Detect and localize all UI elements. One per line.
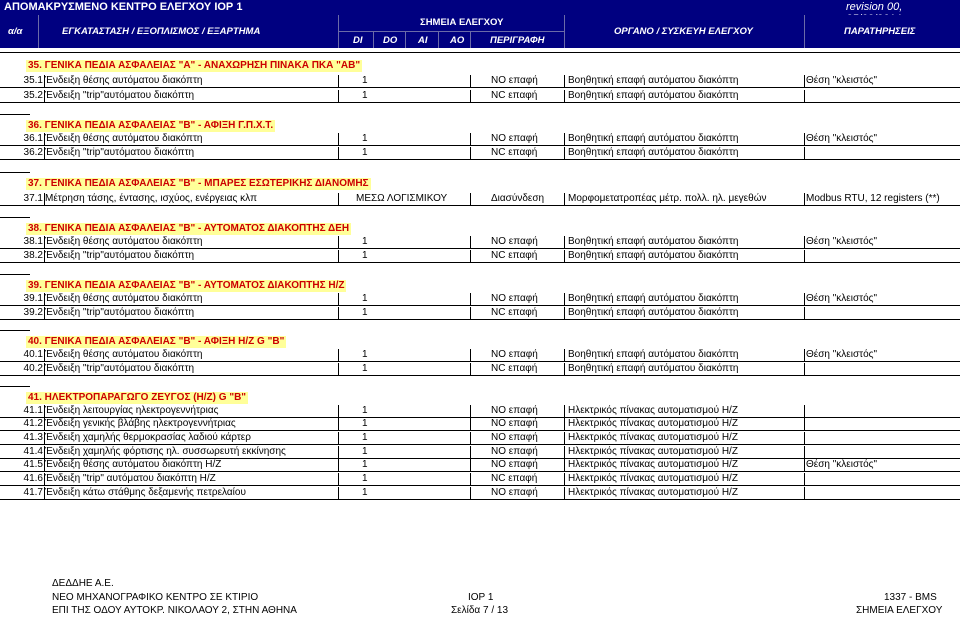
- table-row: [0, 307, 960, 320]
- table-row: [0, 293, 960, 306]
- item-remark: Θέση "κλειστός": [806, 349, 878, 360]
- item-description: Ένδειξη θέσης αυτόματου διακόπτη: [45, 75, 203, 86]
- item-description: Ένδειξη "trip"αυτόματου διακόπτη: [45, 90, 195, 101]
- item-signal-type: NC επαφή: [491, 147, 538, 158]
- header-ao: AO: [450, 35, 465, 46]
- table-row: [0, 405, 960, 418]
- item-device: Ηλεκτρικός πίνακας αυτοματισμού Η/Ζ: [568, 418, 738, 429]
- item-number: 38.1: [23, 236, 43, 247]
- item-signal-type: NC επαφή: [491, 363, 538, 374]
- section-title: 39. ΓΕΝΙΚΑ ΠΕΔΙΑ ΑΣΦΑΛΕΙΑΣ "Β" - ΑΥΤΟΜΑΤΟΣ ΔΙΑΚΟΠΤΗΣ Η/Ζ: [28, 280, 345, 291]
- item-device: Βοηθητική επαφή αυτόματου διακόπτη: [568, 363, 739, 374]
- item-signal-type: ΝΟ επαφή: [491, 432, 538, 443]
- section-title: 36. ΓΕΝΙΚΑ ΠΕΔΙΑ ΑΣΦΑΛΕΙΑΣ "Β" - ΑΦΙΞΗ Γ.Π.Χ.Τ.: [28, 120, 274, 131]
- table-row: [0, 473, 960, 486]
- item-remark: Θέση "κλειστός": [806, 293, 878, 304]
- table-row: [0, 363, 960, 376]
- item-number: 40.1: [23, 349, 43, 360]
- item-number: 37.1: [23, 193, 43, 204]
- footer-page-number: Σελίδα 7 / 13: [451, 605, 509, 616]
- item-signal-type: NC επαφή: [491, 250, 538, 261]
- item-description: Ένδειξη "trip" αυτόματου διακόπτη Η/Ζ: [45, 473, 216, 484]
- item-remark: Θέση "κλειστός": [806, 75, 878, 86]
- item-description: Ένδειξη θέσης αυτόματου διακόπτη: [45, 293, 203, 304]
- item-device: Ηλεκτρικός πίνακας αυτοματισμού Η/Ζ: [568, 446, 738, 457]
- item-number: 41.5: [23, 459, 43, 470]
- header-equipment: ΕΓΚΑΤΑΣΤΑΣΗ / ΕΞΟΠΛΙΣΜΟΣ / ΕΞΑΡΤΗΜΑ: [62, 26, 261, 37]
- item-di-value: 1: [362, 363, 368, 374]
- item-device: Βοηθητική επαφή αυτόματου διακόπτη: [568, 90, 739, 101]
- section-heading-row: [0, 336, 960, 349]
- item-device: Βοηθητική επαφή αυτόματου διακόπτη: [568, 349, 739, 360]
- item-signal-type: NC επαφή: [491, 473, 538, 484]
- item-signal-type: ΝΟ επαφή: [491, 446, 538, 457]
- item-description: Ένδειξη θέσης αυτόματου διακόπτη: [45, 133, 203, 144]
- item-signal-type: ΝΟ επαφή: [491, 405, 538, 416]
- section-title: 37. ΓΕΝΙΚΑ ΠΕΔΙΑ ΑΣΦΑΛΕΙΑΣ "Β" - ΜΠΑΡΕΣ ΕΣΩΤΕΡΙΚΗΣ ΔΙΑΝΟΜΗΣ: [28, 178, 369, 189]
- section-heading-row: [0, 223, 960, 236]
- item-di-value: 1: [362, 307, 368, 318]
- item-description: Ένδειξη θέσης αυτόματου διακόπτη: [45, 236, 203, 247]
- item-device: Βοηθητική επαφή αυτόματου διακόπτη: [568, 75, 739, 86]
- item-di-value: 1: [362, 236, 368, 247]
- item-number: 35.1: [23, 75, 43, 86]
- header-ai: AI: [418, 35, 428, 46]
- section-heading-row: [0, 120, 960, 133]
- header-remarks: ΠΑΡΑΤΗΡΗΣΕΙΣ: [844, 26, 916, 37]
- item-signal-type: ΝΟ επαφή: [491, 75, 538, 86]
- item-signal-type: Διασύνδεση: [491, 193, 545, 204]
- item-number: 38.2: [23, 250, 43, 261]
- table-row: [0, 147, 960, 160]
- item-di-value: 1: [362, 147, 368, 158]
- item-signal-type: NC επαφή: [491, 307, 538, 318]
- item-di-value: 1: [362, 432, 368, 443]
- header-di: DI: [353, 35, 363, 46]
- header-spacer: [0, 48, 960, 53]
- item-device: Ηλεκτρικός πίνακας αυτοματισμού Η/Ζ: [568, 459, 738, 470]
- item-di-value: 1: [362, 418, 368, 429]
- item-remark: Modbus RTU, 12 registers (**): [806, 193, 940, 204]
- item-description: Ένδειξη "trip"αυτόματου διακόπτη: [45, 307, 195, 318]
- item-number: 41.3: [23, 432, 43, 443]
- item-description: Ένδειξη θέσης αυτόματου διακόπτη Η/Ζ: [45, 459, 222, 470]
- table-row: [0, 90, 960, 103]
- item-number: 39.2: [23, 307, 43, 318]
- header-aa: α/α: [8, 26, 23, 37]
- footer-subject: ΣΗΜΕΙΑ ΕΛΕΓΧΟΥ: [856, 605, 943, 616]
- item-number: 41.2: [23, 418, 43, 429]
- item-description: Ένδειξη γενικής βλάβης ηλεκτρογεννήτριας: [45, 418, 236, 429]
- item-description: Ένδειξη "trip"αυτόματου διακόπτη: [45, 147, 195, 158]
- table-row: [0, 236, 960, 249]
- table-row: [0, 250, 960, 263]
- item-number: 36.2: [23, 147, 43, 158]
- item-di-value: ΜΕΣΩ ΛΟΓΙΣΜΙΚΟΥ: [356, 193, 448, 204]
- header-device: ΟΡΓΑΝΟ / ΣΥΣΚΕΥΗ ΕΛΕΓΧΟΥ: [614, 26, 753, 37]
- revision-label: revision 00,: [846, 1, 903, 13]
- item-di-value: 1: [362, 405, 368, 416]
- item-di-value: 1: [362, 349, 368, 360]
- section-heading-row: [0, 392, 960, 405]
- header-description: ΠΕΡΙΓΡΑΦΗ: [490, 35, 545, 46]
- item-device: Ηλεκτρικός πίνακας αυτοματισμού Η/Ζ: [568, 487, 738, 498]
- item-di-value: 1: [362, 75, 368, 86]
- item-remark: Θέση "κλειστός": [806, 459, 878, 470]
- item-signal-type: NC επαφή: [491, 90, 538, 101]
- item-di-value: 1: [362, 446, 368, 457]
- footer-ior: ΙΟΡ 1: [468, 592, 494, 603]
- item-description: Ένδειξη χαμηλής φόρτισης ηλ. συσσωρευτή εκκίνησης: [45, 446, 286, 457]
- item-device: Βοηθητική επαφή αυτόματου διακόπτη: [568, 236, 739, 247]
- table-row: [0, 432, 960, 445]
- item-signal-type: ΝΟ επαφή: [491, 293, 538, 304]
- item-number: 41.7: [23, 487, 43, 498]
- item-description: Ένδειξη λειτουργίας ηλεκτρογεννήτριας: [45, 405, 219, 416]
- section-title: 38. ΓΕΝΙΚΑ ΠΕΔΙΑ ΑΣΦΑΛΕΙΑΣ "Β" - ΑΥΤΟΜΑΤΟΣ ΔΙΑΚΟΠΤΗΣ ΔΕΗ: [28, 223, 350, 234]
- item-signal-type: ΝΟ επαφή: [491, 133, 538, 144]
- table-row: [0, 459, 960, 472]
- section-heading-row: [0, 60, 960, 73]
- item-device: Ηλεκτρικός πίνακας αυτοματισμού Η/Ζ: [568, 405, 738, 416]
- item-di-value: 1: [362, 250, 368, 261]
- item-number: 36.1: [23, 133, 43, 144]
- table-row: [0, 487, 960, 500]
- item-device: Βοηθητική επαφή αυτόματου διακόπτη: [568, 307, 739, 318]
- item-description: Ένδειξη κάτω στάθμης δεξαμενής πετρελαίου: [45, 487, 246, 498]
- document-title: ΑΠΟΜΑΚΡΥΣΜΕΝΟ ΚΕΝΤΡΟ ΕΛΕΓΧΟΥ ΙΟΡ 1: [4, 1, 243, 13]
- footer-building: ΝΕΟ ΜΗΧΑΝΟΓΡΑΦΙΚΟ ΚΕΝΤΡΟ ΣΕ ΚΤΙΡΙΟ: [52, 592, 259, 603]
- table-row: [0, 446, 960, 459]
- item-device: Βοηθητική επαφή αυτόματου διακόπτη: [568, 250, 739, 261]
- item-remark: Θέση "κλειστός": [806, 133, 878, 144]
- item-signal-type: ΝΟ επαφή: [491, 236, 538, 247]
- item-di-value: 1: [362, 133, 368, 144]
- document-title-bar: [0, 0, 960, 15]
- section-heading-row: [0, 178, 960, 191]
- header-signals: ΣΗΜΕΙΑ ΕΛΕΓΧΟΥ: [420, 17, 504, 28]
- item-di-value: 1: [362, 473, 368, 484]
- item-description: Ένδειξη "trip"αυτόματου διακόπτη: [45, 250, 195, 261]
- item-device: Βοηθητική επαφή αυτόματου διακόπτη: [568, 293, 739, 304]
- item-device: Ηλεκτρικός πίνακας αυτοματισμού Η/Ζ: [568, 473, 738, 484]
- item-di-value: 1: [362, 487, 368, 498]
- item-signal-type: ΝΟ επαφή: [491, 418, 538, 429]
- section-title: 40. ΓΕΝΙΚΑ ΠΕΔΙΑ ΑΣΦΑΛΕΙΑΣ "Β" - ΑΦΙΞΗ Η/Ζ G "B": [28, 336, 285, 347]
- item-device: Ηλεκτρικός πίνακας αυτοματισμού Η/Ζ: [568, 432, 738, 443]
- item-number: 35.2: [23, 90, 43, 101]
- footer-address: ΕΠΙ ΤΗΣ ΟΔΟΥ ΑΥΤΟΚΡ. ΝΙΚΟΛΑΟΥ 2, ΣΤΗΝ ΑΘΗΝΑ: [52, 605, 297, 616]
- item-di-value: 1: [362, 459, 368, 470]
- section-title: 35. ΓΕΝΙΚΑ ΠΕΔΙΑ ΑΣΦΑΛΕΙΑΣ "Α" - ΑΝΑΧΩΡΗΣΗ ΠΙΝΑΚΑ ΠΚΑ "ΑΒ": [28, 60, 361, 71]
- item-signal-type: ΝΟ επαφή: [491, 487, 538, 498]
- item-remark: Θέση "κλειστός": [806, 236, 878, 247]
- table-row: [0, 75, 960, 88]
- table-row: [0, 193, 960, 206]
- table-row: [0, 133, 960, 146]
- item-description: Ένδειξη θέσης αυτόματου διακόπτη: [45, 349, 203, 360]
- item-description: Μέτρηση τάσης, έντασης, ισχύος, ενέργειας κλπ: [45, 193, 257, 204]
- item-di-value: 1: [362, 293, 368, 304]
- item-device: Βοηθητική επαφή αυτόματου διακόπτη: [568, 133, 739, 144]
- footer-org: ΔΕΔΔΗΕ Α.Ε.: [52, 578, 114, 589]
- item-number: 40.2: [23, 363, 43, 374]
- header-do: DO: [383, 35, 398, 46]
- footer-code: 1337 - BMS: [884, 592, 937, 603]
- section-title: 41. ΗΛΕΚΤΡΟΠΑΡΑΓΩΓΟ ΖΕΥΓΟΣ (Η/Ζ) G "B": [28, 392, 247, 403]
- section-heading-row: [0, 280, 960, 293]
- table-header: [0, 15, 960, 48]
- item-number: 41.1: [23, 405, 43, 416]
- item-signal-type: ΝΟ επαφή: [491, 349, 538, 360]
- item-device: Βοηθητική επαφή αυτόματου διακόπτη: [568, 147, 739, 158]
- item-number: 39.1: [23, 293, 43, 304]
- table-row: [0, 418, 960, 431]
- item-device: Μορφομετατροπέας μέτρ. πολλ. ηλ. μεγεθών: [568, 193, 767, 204]
- item-description: Ένδειξη χαμηλής θερμοκρασίας λαδιού κάρτερ: [45, 432, 251, 443]
- item-signal-type: ΝΟ επαφή: [491, 459, 538, 470]
- table-row: [0, 349, 960, 362]
- item-di-value: 1: [362, 90, 368, 101]
- item-description: Ένδειξη "trip"αυτόματου διακόπτη: [45, 363, 195, 374]
- item-number: 41.4: [23, 446, 43, 457]
- item-number: 41.6: [23, 473, 43, 484]
